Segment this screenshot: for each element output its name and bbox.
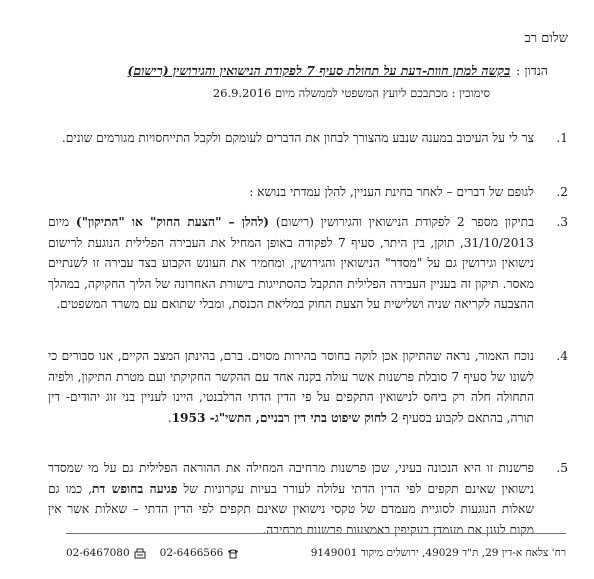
paragraph-number: 1. [556, 131, 568, 145]
greeting: שלום רב [524, 31, 568, 46]
fax-icon [134, 548, 146, 559]
footer-contact [66, 547, 239, 559]
fax-number: 02-6467080 [66, 547, 130, 559]
phone-icon [227, 548, 239, 559]
paragraph-text-part: מיום 31/10/2013, תוקן, בין היתר, סעיף 7 לפקודה באופן המחיל את העבירה הפלילית הנוגעת לרישום נישואין וגירושין גם על "מסדר" הנישואין והגירושין, ומחמיר את העונש הקבוע בצד עבירה זו לשנתיים מאסר. תיקון זה בעניין העבירה הפלילית התקבל כהסתייגות בישורת האחרונה של הליך החקיקה, במהלך ההצבעה לקריאה שניה ושלישית על הצעת החוק במליאת הכנסת, ומבלי שתואם עם משרד המשפטים. [48, 215, 534, 311]
footer-address: רח' צלאח א-דין 29, ת"ד 49029, ירושלים מיקוד 9149001 [310, 547, 566, 559]
paragraph-number: 5. [556, 461, 568, 475]
paragraph-text: לגופם של דברים – לאחר בחינת העניין, להלן עמדתי בנושא : [249, 185, 534, 199]
paragraph-number: 4. [556, 349, 568, 363]
paragraph-text [48, 212, 534, 315]
emphasized-phrase: פגיעה בחופש דת [92, 481, 178, 496]
paragraph-text: צר לי על העיכוב במענה שנבע מהצורך לבחון את הדברים לעומקם ולקבל התייחסויות מגורמים שונים. [61, 131, 534, 145]
paragraph-text [48, 346, 534, 428]
paragraph-text-part: . [167, 410, 172, 425]
subject-line [38, 63, 548, 79]
law-citation: לחוק שיפוט בתי דין רבניים, התשי"ג- 1953 [171, 410, 387, 425]
paragraph-5 [48, 458, 568, 540]
phone-number: 02-6466566 [159, 547, 224, 559]
defined-term: (להלן – "הצעת החוק" או "התיקון") [75, 215, 270, 229]
subject-label: הנדון : [516, 63, 548, 78]
paragraph-text-part: , כמו גם שאלות הנוגעות לסוגיית מעמדם של טקסי נישואין שאינם תקפים לפי הדין הדתי – שאלות אשר אין מקום לענן את מעמדן בעקיפין באמצעות פרשנות מרחיבה. [48, 481, 534, 537]
paragraph-1 [48, 128, 568, 149]
paragraph-text-part: נוכח האמור, נראה שהתיקון אכן לוקה בחוסר בהירות מסוים. ברם, בהינתן המצב הקיים, אנו סבורים כי לשונו של סעיף 7 סובלת פרשנות אשר עולה בקנה אחד עם ההקשר החקיקתי ועם מטרת התיקון, ולפיה התחולה חלה רק ביחס לנישואין התקפים על פי הדין הדתי הרלבנטי, היינו לעניין בני זוג יהודים- דין תורה, בהתאם לקבוע בסעיף 2 [48, 349, 534, 425]
paragraph-4 [48, 346, 568, 428]
reference-line: סימוכין : מכתבכם ליועץ המשפטי לממשלה מיום 26.9.2016 [212, 86, 490, 100]
paragraph-3 [48, 212, 568, 315]
footer-divider [66, 533, 566, 534]
paragraph-text-part: בתיקון מספר 2 לפקודת הנישואין והגירושין (רישום) [269, 215, 534, 229]
paragraph-text [48, 458, 534, 540]
paragraph-number: 3. [556, 215, 568, 229]
subject-text: בקשה למתן חוות-דעת על תחולת סעיף 7 לפקודת הנישואין והגירושין (רישום) [127, 63, 511, 78]
paragraph-number: 2. [556, 185, 568, 199]
paragraph-text-part: פרשנות זו היא הנכונה בעיני, שכן פרשנות מרחיבה המחילה את ההוראה הפלילית גם על מי שמסדר נישואין שאינם תקפים לפי הדין הדתי עלולה לעורר בעיות עקרוניות של [48, 461, 535, 496]
footer [66, 542, 566, 564]
paragraph-2 [48, 182, 568, 203]
